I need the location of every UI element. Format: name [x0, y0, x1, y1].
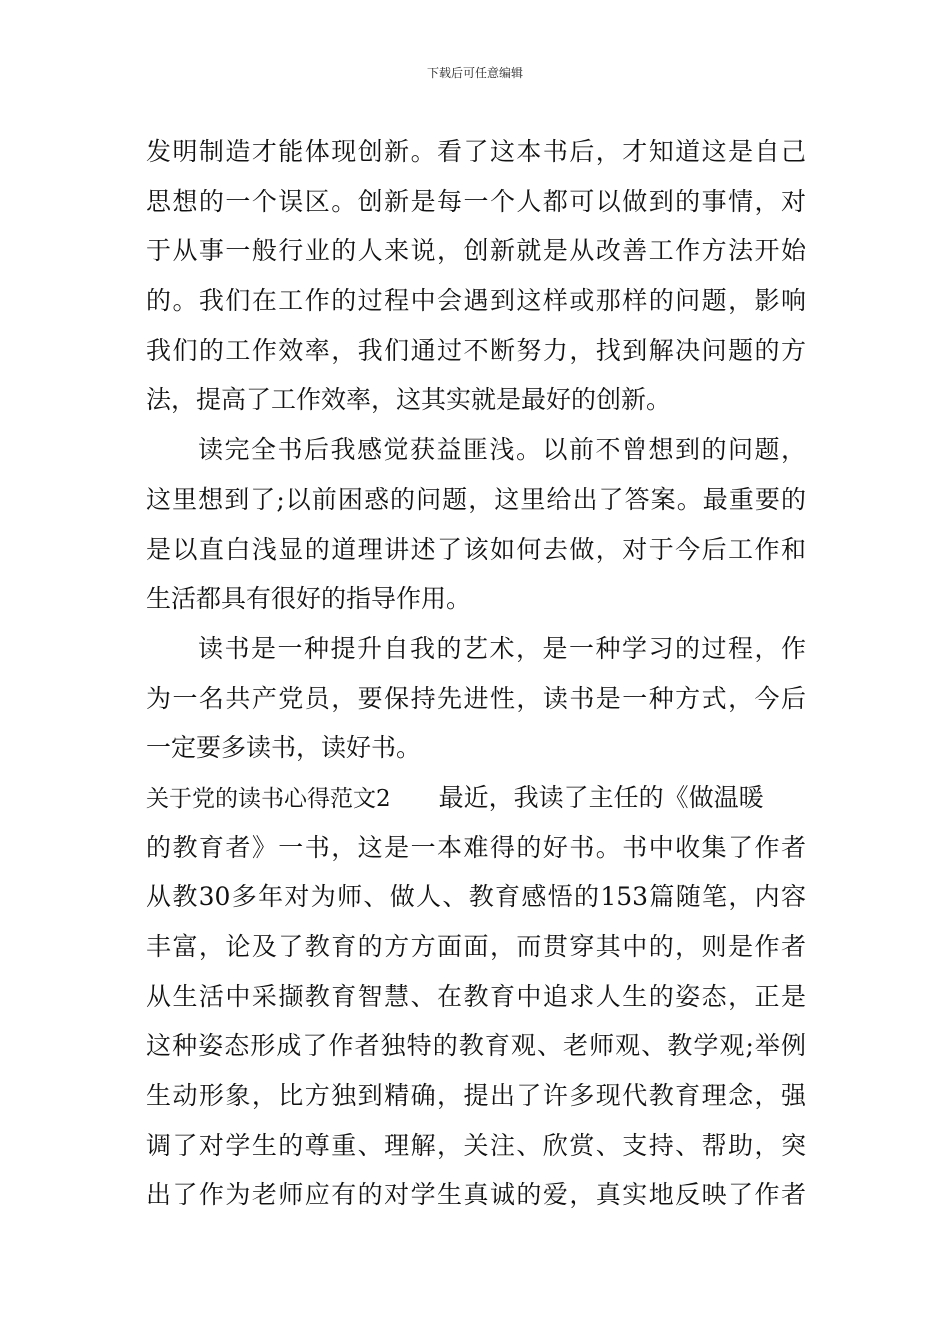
text-line: 丰富，论及了教育的方方面面，而贯穿其中的，则是作者 — [146, 932, 806, 961]
section-2 — [146, 773, 806, 1220]
text-line: 这里想到了;以前困惑的问题，这里给出了答案。最重要的 — [146, 484, 806, 514]
text-line: 读书是一种提升自我的艺术，是一种学习的过程，作 — [198, 633, 806, 663]
text-line: 我们的工作效率，我们通过不断努力，找到解决问题的方 — [146, 335, 806, 365]
text-line: 从生活中采撷教育智慧、在教育中追求人生的姿态，正是 — [146, 981, 806, 1011]
section-heading: 关于党的读书心得范文2 — [146, 785, 391, 812]
page-header: 下载后可任意编辑 — [426, 66, 523, 80]
text-line: 思想的一个误区。创新是每一个人都可以做到的事情，对 — [146, 186, 806, 216]
text-line: 法，提高了工作效率，这其实就是最好的创新。 — [146, 385, 672, 415]
text-line: 发明制造才能体现创新。看了这本书后，才知道这是自己 — [146, 137, 806, 166]
text-line: 读完全书后我感觉获益匪浅。以前不曾想到的问题， — [198, 435, 806, 465]
text-line: 这种姿态形成了作者独特的教育观、老师观、教学观;举例 — [146, 1031, 806, 1061]
paragraph-reading — [146, 624, 806, 773]
text-line: 为一名共产党员，要保持先进性，读书是一种方式，今后 — [146, 683, 806, 713]
paragraph-benefit — [146, 425, 806, 624]
document-body — [146, 127, 806, 1220]
text-line: 的教育者》一书，这是一本难得的好书。书中收集了作者 — [146, 832, 806, 862]
text-line: 调了对学生的尊重、理解，关注、欣赏、支持、帮助，突 — [146, 1130, 806, 1160]
text-line: 一定要多读书，读好书。 — [146, 733, 422, 763]
text-line: 的。我们在工作的过程中会遇到这样或那样的问题，影响 — [146, 286, 806, 316]
text-line: 生动形象，比方独到精确，提出了许多现代教育理念，强 — [146, 1081, 806, 1111]
paragraph-innovation — [146, 127, 806, 425]
section-heading-line — [146, 773, 806, 823]
section-first-line: 最近，我读了主任的《做温暖 — [438, 782, 764, 812]
text-line: 于从事一般行业的人来说，创新就是从改善工作方法开始 — [146, 236, 806, 266]
text-line: 出了作为老师应有的对学生真诚的爱，真实地反映了作者 — [146, 1180, 806, 1210]
text-line: 从教30多年对为师、做人、教育感悟的153篇随笔，内容 — [146, 882, 806, 912]
text-line: 是以直白浅显的道理讲述了该如何去做，对于今后工作和 — [146, 534, 806, 564]
text-line: 生活都具有很好的指导作用。 — [146, 584, 472, 614]
